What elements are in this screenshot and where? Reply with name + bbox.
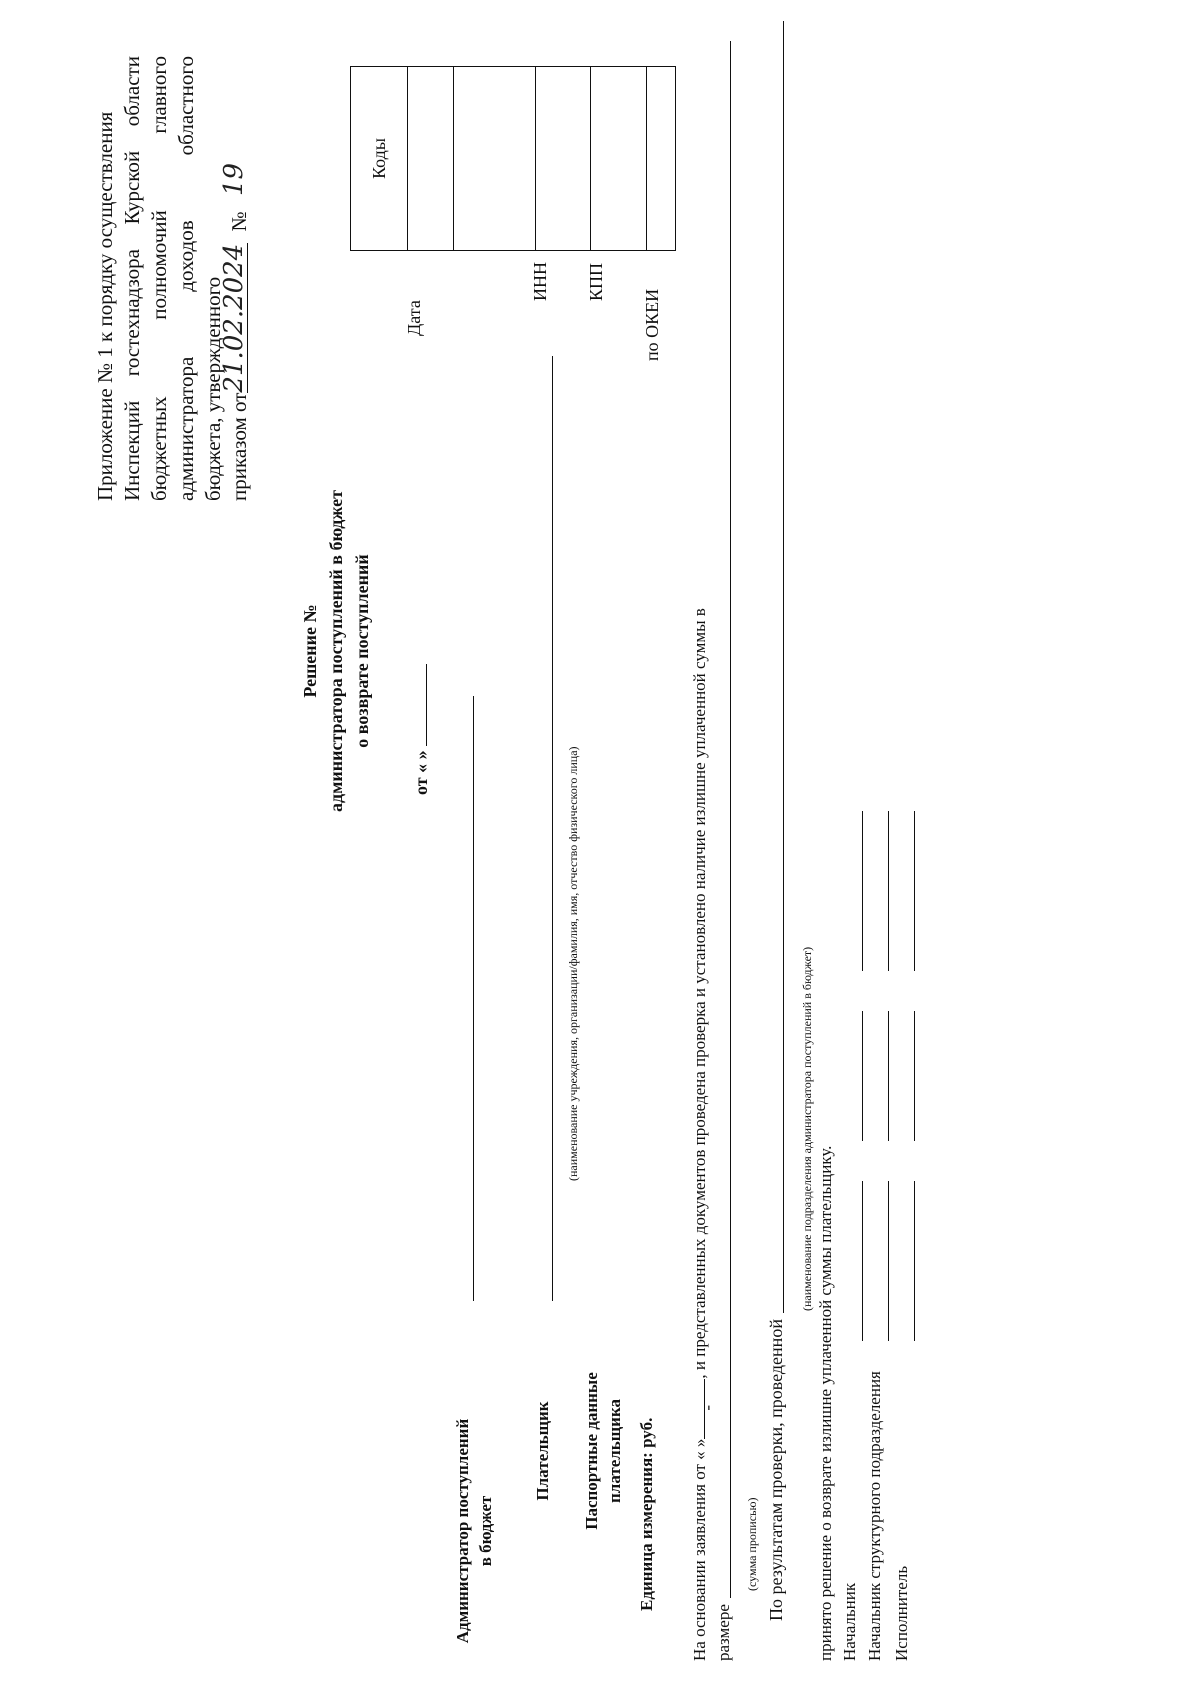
sign-line-head-3[interactable]: [862, 811, 863, 971]
inspection-line: По результатам проверки, проведенной: [766, 21, 787, 1621]
signer-executor: Исполнитель: [892, 1565, 911, 1661]
code-cell-okei[interactable]: [647, 67, 676, 251]
department-field[interactable]: [783, 21, 784, 1313]
appendix-line-2: Инспекций гостехнадзора Курской области: [120, 56, 144, 501]
appendix-line-1: Приложение № 1 к порядку осуществления: [93, 111, 117, 501]
label-kpp: КПП: [586, 262, 606, 301]
appendix-note: [95, 56, 255, 501]
sign-line-exec-3[interactable]: [914, 811, 915, 971]
code-cell-inn[interactable]: [536, 67, 591, 251]
code-cell-1[interactable]: [454, 67, 536, 251]
decision-date: от « »: [411, 635, 432, 795]
application-date-field[interactable]: -: [704, 1379, 705, 1439]
handwritten-date: 21.02.2024: [219, 243, 249, 393]
appendix-line-6: приказом от21.02.2024 № 19: [219, 162, 251, 501]
signer-dept-head: Начальник структурного подразделения: [865, 1371, 884, 1661]
title-line-3: о возврате поступлений: [352, 554, 372, 748]
basis-line: На основании заявления от « » - , и представленных документов проведена проверка и установлено наличие излишне уплаченной суммы в: [690, 608, 717, 1661]
appendix-line-3: бюджетных полномочий главного: [147, 56, 171, 501]
handwritten-number: 19: [219, 162, 249, 197]
appendix-line-4: администратора доходов областного: [174, 56, 198, 501]
decision-line: принято решение о возврате излишне уплаченной суммы плательщику.: [816, 1145, 835, 1661]
amount-field[interactable]: [730, 41, 731, 1598]
signer-head: Начальник: [840, 1582, 859, 1661]
label-passport-data: Паспортные данные плательщика: [582, 1372, 624, 1530]
sign-line-dept-1[interactable]: [888, 1181, 889, 1341]
payer-field[interactable]: [552, 356, 553, 1301]
department-caption: (наименование подразделения администратора поступлений в бюджет): [800, 946, 814, 1311]
sign-line-head-1[interactable]: [862, 1181, 863, 1341]
appendix-line-5: бюджета, утвержденного: [201, 276, 225, 501]
sign-line-dept-3[interactable]: [888, 811, 889, 971]
label-date: Дата: [404, 300, 424, 336]
title-line-1: Решение №: [300, 604, 320, 698]
sign-line-exec-1[interactable]: [914, 1181, 915, 1341]
label-unit: Единица измерения: руб.: [637, 1417, 656, 1611]
amount-caption: (сумма прописью): [745, 1497, 759, 1591]
document-title: [300, 401, 378, 901]
label-inn: ИНН: [530, 262, 550, 301]
date-field[interactable]: [426, 664, 427, 746]
sign-line-dept-2[interactable]: [888, 1011, 889, 1141]
label-administrator: Администратор поступлений в бюджет: [453, 1418, 495, 1644]
administrator-field[interactable]: [473, 696, 474, 1301]
label-payer: Плательщик: [533, 1401, 552, 1501]
code-cell-date[interactable]: [408, 67, 454, 251]
codes-table: [350, 66, 676, 251]
sign-line-head-2[interactable]: [862, 1011, 863, 1141]
sign-line-exec-2[interactable]: [914, 1011, 915, 1141]
codes-header-cell: Коды: [351, 67, 408, 251]
amount-line: размере: [714, 41, 734, 1661]
title-line-2: администратора поступлений в бюджет: [326, 490, 346, 812]
payer-caption: (наименование учреждения, организации/фамилия, имя, отчество физического лица): [566, 746, 580, 1181]
label-okei: по ОКЕИ: [642, 288, 662, 361]
code-cell-kpp[interactable]: [591, 67, 647, 251]
